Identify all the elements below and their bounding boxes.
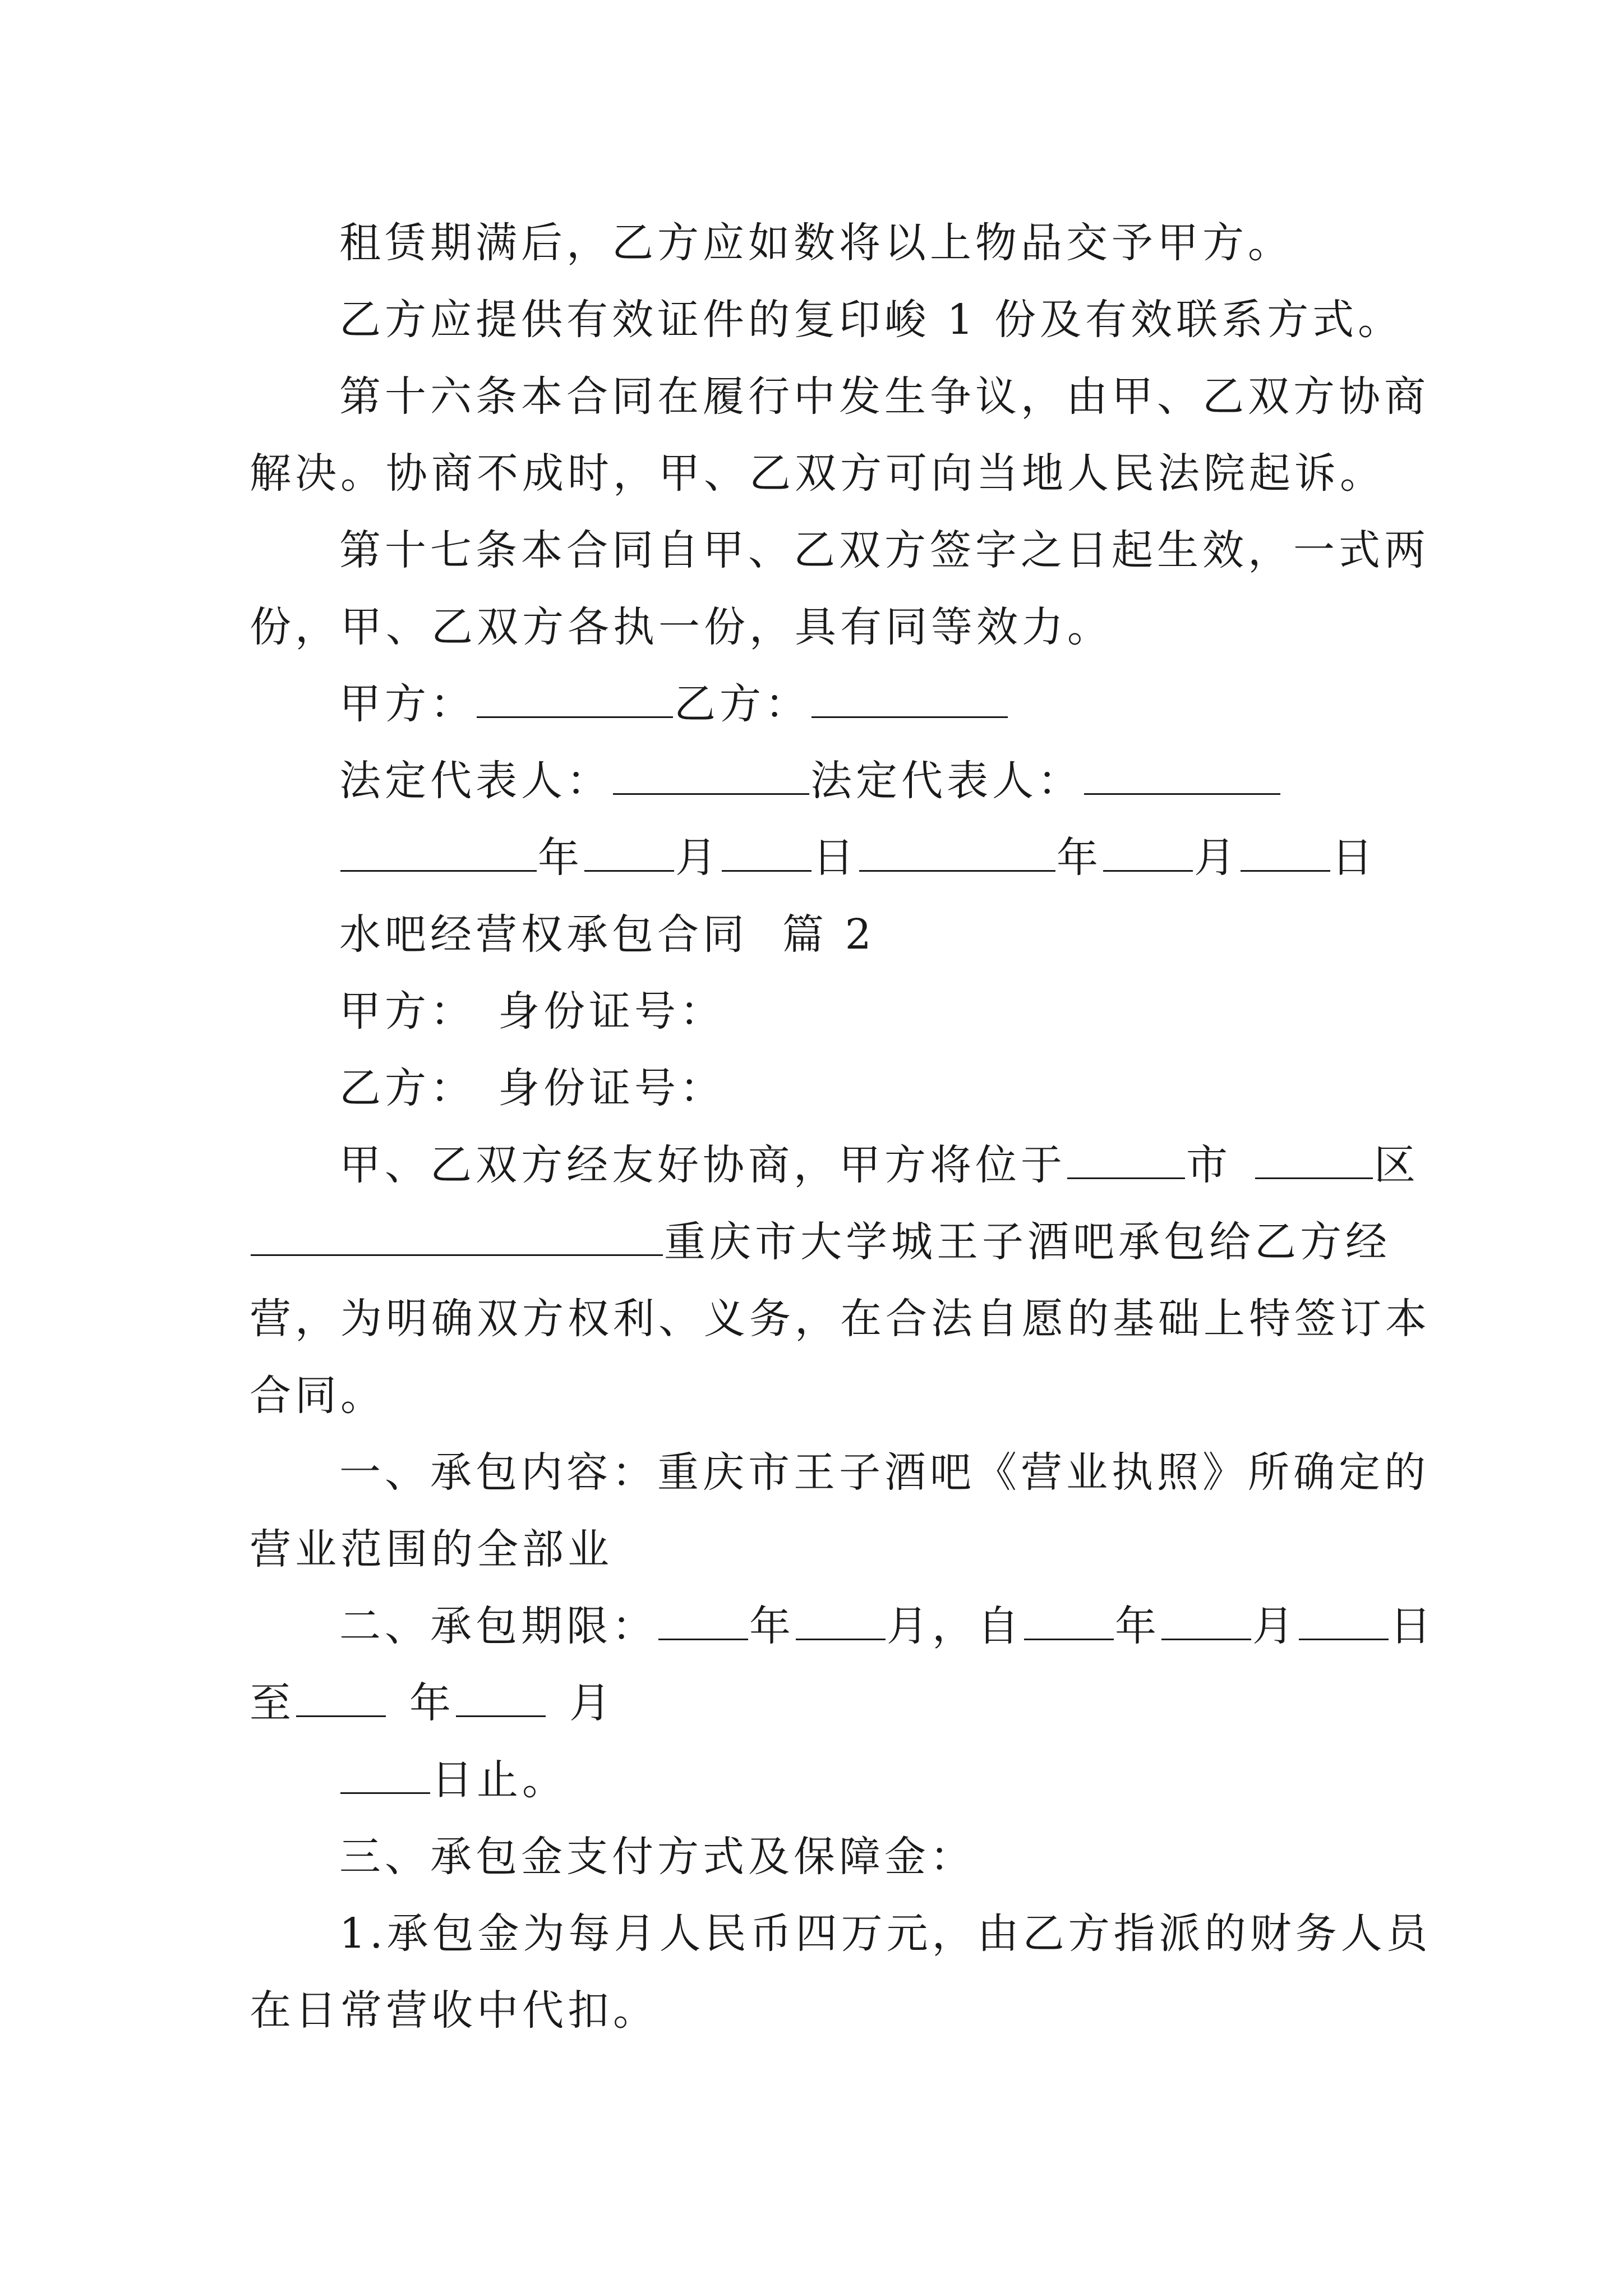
document-page [250, 205, 1435, 2049]
day-label: 日 [1390, 1602, 1435, 1650]
day-label: 日 [813, 834, 858, 882]
blank-line [251, 1217, 663, 1256]
blank-line [1067, 1140, 1185, 1179]
blank-line [1024, 1602, 1114, 1640]
month-label: 月 [1252, 1602, 1298, 1650]
party-a-id-line [250, 973, 1388, 1050]
day-label: 日 [1331, 834, 1377, 882]
party-b-label: 乙方： [674, 680, 810, 728]
blank-line [1299, 1602, 1389, 1640]
blank-line [658, 1602, 748, 1640]
month-label: 月 [1194, 834, 1239, 882]
clause-3-1: 1.承包金为每月人民币四万元，由乙方指派的财务人员 [339, 1910, 1432, 1958]
id-number-label: 身份证号： [498, 1064, 725, 1112]
text: 至 [250, 1679, 295, 1727]
year-label: 年 [409, 1679, 455, 1727]
signature-dates [250, 820, 1388, 896]
paragraph [250, 1127, 1419, 1204]
clause-1: 一、承包内容：重庆市王子酒吧《营业执照》所确定的 [339, 1448, 1430, 1497]
blank-line [1241, 833, 1330, 872]
blank-line [859, 833, 1055, 872]
text: 二、承包期限： [339, 1602, 657, 1650]
blank-line [477, 679, 673, 718]
blank-line [340, 1755, 430, 1794]
text: 甲、乙双方经友好协商，甲方将位于 [339, 1141, 1066, 1189]
blank-line [796, 1602, 886, 1640]
blank-line [296, 1678, 386, 1717]
city-label: 市 [1186, 1141, 1232, 1189]
clause-1: 营业范围的全部业 [250, 1525, 613, 1573]
blank-line [1103, 833, 1193, 872]
district-label: 区 [1374, 1141, 1419, 1189]
paragraph: 营，为明确双方权利、义务，在合法自愿的基础上特签订本 [250, 1295, 1431, 1343]
party-a-label: 甲方： [339, 987, 476, 1036]
blank-line [456, 1678, 546, 1717]
id-number-label: 身份证号： [498, 987, 725, 1036]
blank-line [722, 833, 811, 872]
month-label: 月 [675, 834, 721, 882]
paragraph: 第十七条本合同自甲、乙双方签字之日起生效，一式两 [339, 526, 1430, 574]
year-label: 年 [749, 1602, 795, 1650]
legal-rep-label: 法定代表人： [810, 757, 1083, 805]
blank-line [1084, 756, 1280, 795]
blank-line [613, 756, 809, 795]
paragraph: 第十六条本合同在履行中发生争议，由甲、乙双方协商 [339, 372, 1430, 421]
party-b-label: 乙方： [339, 1064, 476, 1112]
blank-line [811, 679, 1008, 718]
text: 重庆市大学城王子酒吧承包给乙方经 [664, 1218, 1391, 1266]
clause-3-1: 在日常营收中代扣。 [250, 1986, 658, 2035]
clause-2 [250, 1665, 1388, 1742]
month-label: 月 [569, 1679, 615, 1727]
party-b-id-line [250, 1050, 1388, 1127]
paragraph: 租赁期满后，乙方应如数将以上物品交予甲方。 [339, 219, 1293, 267]
text: ，自 [932, 1602, 1023, 1650]
paragraph: 乙方应提供有效证件的复印峻 1 份及有效联系方式。 [339, 296, 1404, 344]
signature-parties [250, 666, 1388, 743]
paragraph: 合同。 [250, 1372, 386, 1420]
year-label: 年 [538, 834, 583, 882]
blank-line [1255, 1140, 1373, 1179]
clause-2 [250, 1742, 1388, 1819]
paragraph: 份，甲、乙双方各执一份，具有同等效力。 [250, 603, 1113, 651]
section-title: 水吧经营权承包合同 篇 2 [339, 910, 875, 959]
clause-3: 三、承包金支付方式及保障金： [339, 1833, 975, 1881]
blank-line [1161, 1602, 1251, 1640]
paragraph: 解决。协商不成时，甲、乙双方可向当地人民法院起诉。 [250, 449, 1385, 498]
year-label: 年 [1057, 834, 1102, 882]
clause-2 [250, 1588, 1435, 1665]
blank-line [340, 833, 537, 872]
text: 日止。 [431, 1756, 568, 1804]
year-label: 年 [1115, 1602, 1160, 1650]
text: 月 [887, 1602, 932, 1650]
blank-line [584, 833, 674, 872]
signature-legal-reps [250, 743, 1388, 820]
paragraph [250, 1204, 1391, 1281]
party-a-label: 甲方： [339, 680, 476, 728]
legal-rep-label: 法定代表人： [339, 757, 612, 805]
